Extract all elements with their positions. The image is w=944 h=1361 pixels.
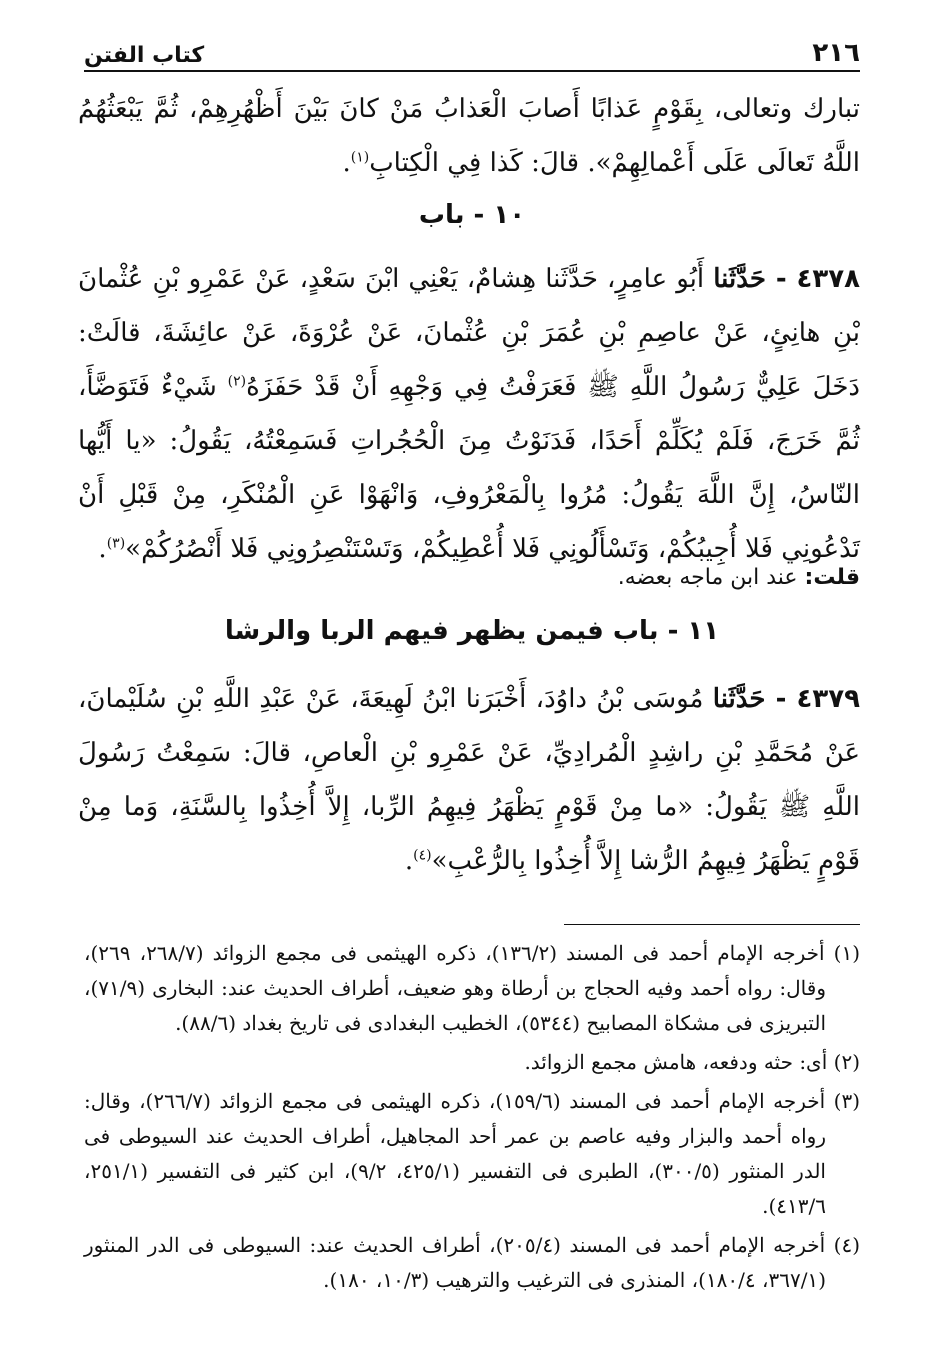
hadith-number: ٤٣٧٩	[796, 684, 860, 714]
page-number: ٢١٦	[812, 38, 860, 68]
footnote-ref-4: (٤)	[413, 847, 432, 864]
footnotes	[84, 936, 860, 1302]
haddathana-word: حَدَّثَنا	[713, 264, 766, 294]
chapter-heading-11: ١١ - باب فيمن يظهر فيهم الربا والرشا	[224, 616, 720, 646]
qultu-label: قلت:	[804, 565, 860, 590]
hadith-4379	[78, 672, 860, 888]
footnote-ref-2: (٢)	[227, 373, 247, 390]
hadith-4378	[78, 252, 860, 576]
hadith-end: .	[98, 534, 107, 564]
footnote-2: (٢) أى: حثه ودفعه، هامش مجمع الزوائد.	[524, 1050, 860, 1074]
footnote-ref-1: (١)	[350, 149, 370, 166]
intro-text: تبارك وتعالى، بِقَوْمٍ عَذابًا أَصابَ الْعَذابُ مَنْ كانَ بَيْنَ أَظْهُرِهِمْ، ثُمَّ يَبْعَثُهُمُ اللَّهُ تَعالَى عَلَى أَعْمالِهِمْ». قالَ: كَذا فِي الْكِتابِ	[78, 94, 860, 178]
hadith-text-b: شَيْءٌ فَتَوَضَّأَ، ثُمَّ خَرَجَ، فَلَمْ يُكَلِّمْ أَحَدًا، فَدَنَوْتُ مِنَ الْحُجُراتِ فَسَمِعْتُهُ، يَقُولُ: «يا أَيُّها النّاسُ، إِنَّ اللَّهَ يَقُولُ: مُرُوا بِالْمَعْرُوفِ، وَانْهَوْا عَنِ الْمُنْكَرِ، مِنْ قَبْلِ أَنْ تَدْعُونِي فَلا أُجِيبُكُمْ، وَتَسْأَلُونِي فَلا أُعْطِيكُمْ، وَتَسْتَنْصِرُونِي فَلا أَنْصُرُكُمْ»	[78, 372, 860, 564]
footnote-divider	[564, 924, 860, 925]
footnote-ref-3: (٣)	[106, 535, 126, 552]
hadith-dash: -	[765, 684, 797, 714]
book-title: كتاب الفتن	[84, 43, 205, 68]
chapter-heading-10: ١٠ - باب	[418, 200, 526, 230]
hadith-number: ٤٣٧٨	[796, 264, 860, 294]
hadith-text: مُوسَى بْنُ داوُدَ، أَخْبَرَنا ابْنُ لَهِيعَةَ، عَنْ عَبْدِ اللَّهِ بْنِ سُلَيْمانَ، عَنْ مُحَمَّدِ بْنِ راشِدٍ الْمُرادِيِّ، عَنْ عَمْرِو بْنِ الْعاصِ، قالَ: سَمِعْتُ رَسُولَ اللَّهِ ﷺ يَقُولُ: «ما مِنْ قَوْمٍ يَظْهَرُ فِيهِمُ الرِّبا، إِلاَّ أُخِذُوا بِالسَّنَةِ، وَما مِنْ قَوْمٍ يَظْهَرُ فِيهِمُ الرُّشا إِلاَّ أُخِذُوا بِالرُّعْبِ»	[78, 684, 860, 876]
hadith-text-a: أَبُو عامِرٍ، حَدَّثَنا هِشامٌ، يَعْنِي ابْنَ سَعْدٍ، عَنْ عَمْرِو بْنِ عُثْمانَ بْنِ هانِئٍ، عَنْ عاصِمِ بْنِ عُمَرَ بْنِ عُثْمانَ، عَنْ عُرْوَةَ، عَنْ عائِشَةَ، قالَتْ: دَخَلَ عَلِيٌّ رَسُولُ اللَّهِ ﷺ فَعَرَفْتُ فِي وَجْهِهِ أَنْ قَدْ حَفَزَهُ	[78, 264, 860, 402]
footnote-3: (٣) أخرجه الإمام أحمد فى المسند (١٥٩/٦)، ذكره الهيثمى فى مجمع الزوائد (٢٦٦/٧)، وقال: رواه أحمد والبزار وفيه عاصم بن عمر أحد المجاهيل، أطراف الحديث عند السيوطى فى الدر المنثور (٣٠٠/٥)، الطبرى فى التفسير (٤٢٥/١، ٩/٢)، ابن كثير فى التفسير (٢٥١/١، ٤١٣/٦).	[84, 1089, 861, 1218]
hadith-end: .	[404, 846, 414, 876]
footnote-1: (١) أخرجه الإمام أحمد فى المسند (١٣٦/٢)، ذكره الهيثمى فى مجمع الزوائد (٢٦٨/٧، ٢٦٩)، وقال: رواه أحمد وفيه الحجاج بن أرطاة وهو ضعيف، أطراف الحديث عند: البخارى (٧١/٩)، التبريزى فى مشكاة المصابيح (٥٣٤٤)، الخطيب البغدادى فى تاريخ بغداد (٨٨/٦).	[84, 941, 861, 1035]
footnote-4: (٤) أخرجه الإمام أحمد فى المسند (٢٠٥/٤)، أطراف الحديث عند: السيوطى فى الدر المنثور (٣٦٧/١، ١٨٠/٤)، المنذرى فى الترغيب والترهيب (١٠/٣، ١٨٠).	[84, 1233, 860, 1292]
qultu-note	[84, 558, 860, 598]
page-header	[84, 34, 860, 72]
qultu-text: عند ابن ماجه بعضه.	[617, 565, 805, 590]
hadith-dash: -	[765, 264, 797, 294]
intro-paragraph	[78, 82, 860, 190]
intro-end: .	[342, 148, 351, 178]
haddathana-word: حَدَّثَنا	[712, 684, 766, 714]
